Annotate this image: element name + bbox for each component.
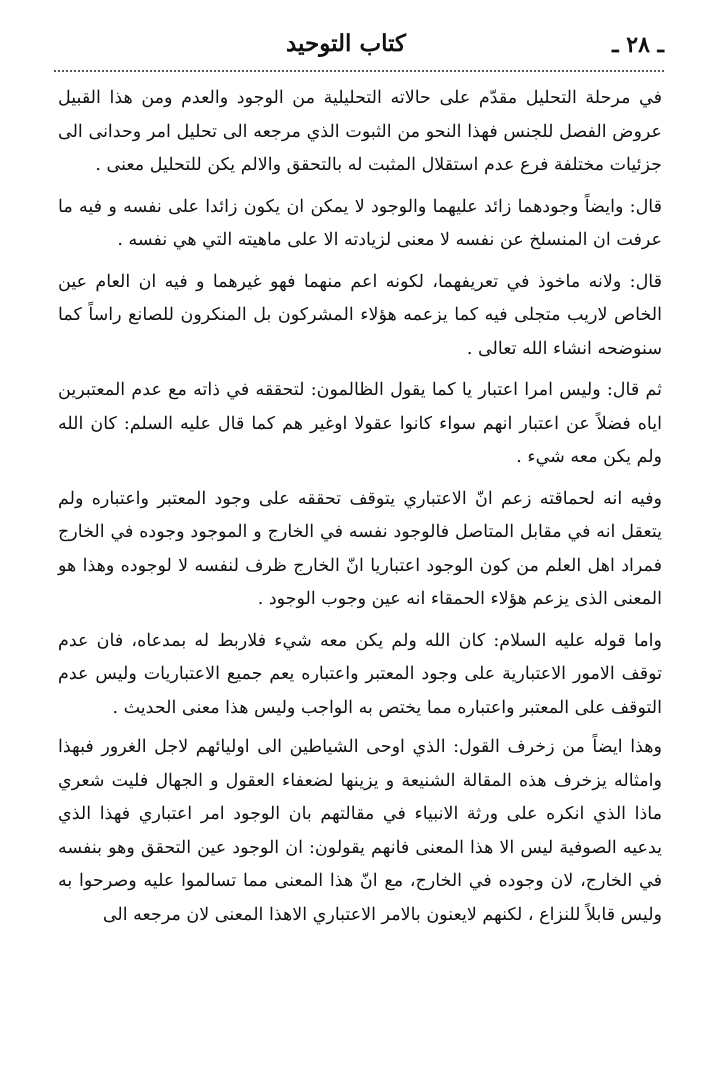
page-body [58,82,662,932]
paragraph-2: قال: وايضاً وجودهما زائد عليهما والوجود لا يمكن ان يكون زائدا على نفسه و فيه ما عرفت ان المنسلخ عن نفسه لا معنى لزيادته الا على ماهيته التي هي نفسه . [58,196,662,250]
paragraph-1: في مرحلة التحليل مقدّم على حالاته التحليلية من الوجود والعدم ومن هذا القبيل عروض الفصل للجنس فهذا النحو من الثبوت الذي مرجعه الى تحليل امر وحدانى الى جزئيات مختلفة فرع عدم استقلال المثبت له بالتحقق والالم يكن للتحليل معنى . [58,88,662,175]
page-number: ـ ٢٨ ـ [612,32,664,58]
paragraph-3: قال: ولانه ماخوذ في تعريفهما، لكونه اعم منهما فهو غيرهما و فيه ان العام عين الخاص لاريب متجلى فيه كما يزعمه هؤلاء المشركون بل المنكرون للصانع راساً كما سنوضحه انشاء الله تعالى . [58,271,662,359]
paragraph-4: ثم قال: وليس امرا اعتبار يا كما يقول الظالمون: لتحققه في ذاته مع عدم المعتبرين اياه فضلاً عن اعتبار انهم سواء كانوا عقولا اوغير هم كما قال عليه السلم: كان الله ولم يكن معه شيء . [58,380,662,467]
paragraph-7: وهذا ايضاً من زخرف القول: الذي اوحى الشياطين الى اوليائهم لاجل الغرور فبهذا وامثاله يزخرف هذه المقالة الشنيعة و يزينها لضعفاء العقول و الجهال فليت شعري ماذا الذي انكره على ورثة الانبياء في مقالتهم بان الوجود امر اعتباري فهذا الذي يدعيه الصوفية ليس الا هذا المعنى فانهم يقولون: ان الوجود عين التحقق وهو بنفسه في الخارج، لان وجوده في الخارج، مع انّ هذا المعنى مما تسالموا عليه وصرحوا به وليس قابلاً للنزاع ، لكنهم لايعنون بالامر الاعتباري الاهذا المعنى لان مرجعه الى [58,737,662,925]
paragraph-6: واما قوله عليه السلام: كان الله ولم يكن معه شيء فلاربط له بمدعاه، فان عدم توقف الامور الاعتبارية على وجود المعتبر واعتباره يعم جميع الاعتباريات وليس عدم التوقف على المعتبر واعتباره مما يختص به الواجب وليس هذا معنى الحديث . [58,630,662,718]
book-title: كتاب التوحيد [285,30,406,57]
page-header [54,28,664,72]
paragraph-5: وفيه انه لحماقته زعم انّ الاعتباري يتوقف تحققه على وجود المعتبر واعتباره ولم يتعقل انه في مقابل المتاصل فالوجود نفسه في الخارج و الموجود وجوده في الخارج فمراد اهل العلم من كون الوجود اعتباريا انّ الخارج ظرف لنفسه لا لوجوده وهذا هو المعنى الذى يزعم هؤلاء الحمقاء انه عين وجوب الوجود . [58,488,662,609]
